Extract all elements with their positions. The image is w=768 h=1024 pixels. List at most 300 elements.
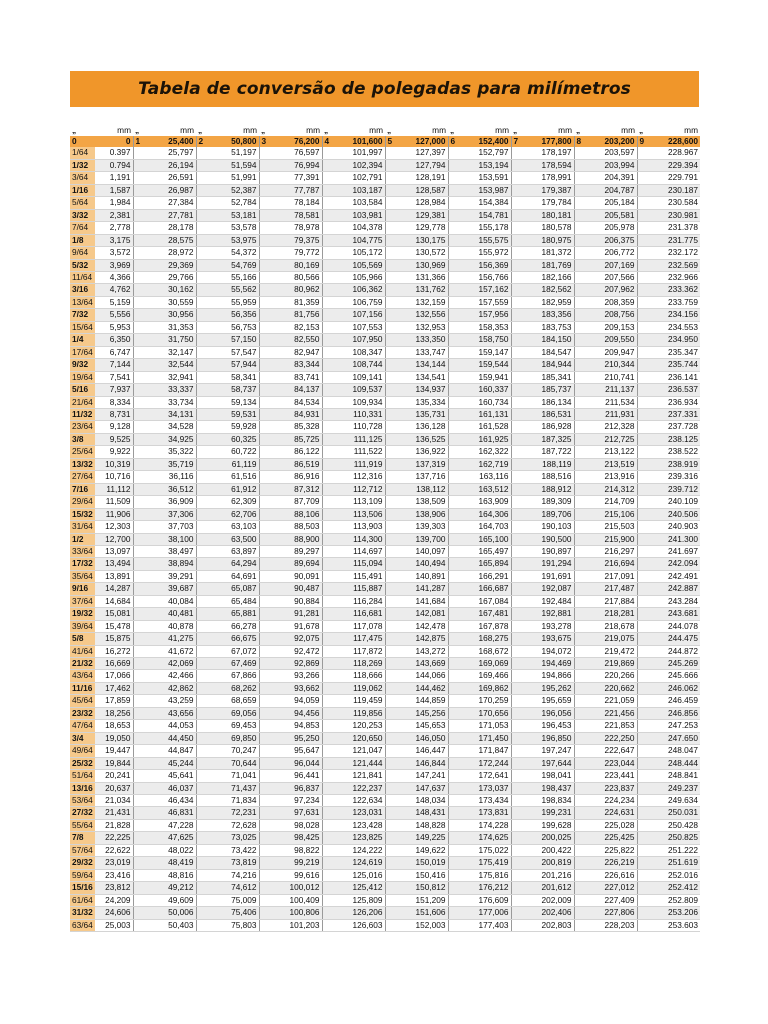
mm-value-cell: 97,234 <box>284 795 322 807</box>
spacer-cell <box>574 396 599 408</box>
spacer-cell <box>637 321 662 333</box>
mm-value-cell: 186,134 <box>536 396 574 408</box>
spacer-cell <box>637 545 662 557</box>
spacer-cell <box>448 421 473 433</box>
spacer-cell <box>259 919 284 931</box>
mm-value-cell: 227,806 <box>599 907 637 919</box>
spacer-cell <box>448 321 473 333</box>
spacer-cell <box>637 296 662 308</box>
mm-value-cell: 5,953 <box>95 321 133 333</box>
mm-value-cell: 90,884 <box>284 595 322 607</box>
mm-value-cell: 38,497 <box>158 545 196 557</box>
spacer-cell <box>196 633 221 645</box>
spacer-cell <box>196 446 221 458</box>
mm-value-cell: 229.791 <box>662 172 700 184</box>
mm-value-cell: 68,262 <box>221 682 259 694</box>
mm-value-cell: 150,019 <box>410 857 448 869</box>
mm-value-cell: 171,847 <box>473 745 511 757</box>
spacer-cell <box>511 508 536 520</box>
spacer-cell <box>133 371 158 383</box>
spacer-cell <box>259 732 284 744</box>
mm-value-cell: 138,509 <box>410 496 448 508</box>
spacer-cell <box>511 346 536 358</box>
table-row <box>70 707 700 719</box>
spacer-cell <box>385 720 410 732</box>
spacer-cell <box>259 496 284 508</box>
fraction-label: 3/16 <box>70 284 95 296</box>
mm-value-cell: 171,053 <box>473 720 511 732</box>
mm-value-cell: 215,106 <box>599 508 637 520</box>
spacer-cell <box>574 819 599 831</box>
spacer-cell <box>259 707 284 719</box>
fraction-label: 25/32 <box>70 757 95 769</box>
mm-value-cell: 232.966 <box>662 271 700 283</box>
spacer-cell <box>196 745 221 757</box>
spacer-cell <box>322 533 347 545</box>
mm-value-cell: 12,303 <box>95 521 133 533</box>
mm-value-cell: 5,159 <box>95 296 133 308</box>
mm-value-cell: 16,272 <box>95 645 133 657</box>
spacer-cell <box>322 159 347 171</box>
mm-value-cell: 2,381 <box>95 209 133 221</box>
spacer-cell <box>448 819 473 831</box>
spacer-cell <box>196 807 221 819</box>
mm-value-cell: 125,412 <box>347 882 385 894</box>
spacer-cell <box>196 172 221 184</box>
spacer-cell <box>322 907 347 919</box>
mm-value-cell: 139,303 <box>410 521 448 533</box>
integer-inch-cell: 6 <box>448 136 473 147</box>
mm-value-cell: 163,909 <box>473 496 511 508</box>
spacer-cell <box>385 234 410 246</box>
spacer-cell <box>637 869 662 881</box>
mm-value-cell: 138,906 <box>410 508 448 520</box>
fraction-label: 9/32 <box>70 359 95 371</box>
spacer-cell <box>385 533 410 545</box>
mm-value-cell: 28,575 <box>158 234 196 246</box>
spacer-cell <box>448 284 473 296</box>
spacer-cell <box>448 433 473 445</box>
fraction-label: 21/64 <box>70 396 95 408</box>
spacer-cell <box>574 645 599 657</box>
spacer-cell <box>259 359 284 371</box>
mm-value-cell: 253.603 <box>662 919 700 931</box>
spacer-cell <box>574 882 599 894</box>
header-inch-symbol: „ <box>576 125 581 135</box>
fraction-label: 7/8 <box>70 832 95 844</box>
spacer-cell <box>574 271 599 283</box>
mm-value-cell: 79,772 <box>284 247 322 259</box>
mm-value-cell: 229.394 <box>662 159 700 171</box>
mm-value-cell: 3,572 <box>95 247 133 259</box>
mm-value-cell: 9,128 <box>95 421 133 433</box>
mm-value-cell: 120,650 <box>347 732 385 744</box>
mm-value-cell: 240.506 <box>662 508 700 520</box>
mm-value-cell: 119,062 <box>347 682 385 694</box>
spacer-cell <box>385 284 410 296</box>
mm-value-cell: 242.491 <box>662 570 700 582</box>
spacer-cell <box>322 832 347 844</box>
mm-value-cell: 211,534 <box>599 396 637 408</box>
mm-value-cell: 20,241 <box>95 770 133 782</box>
mm-value-cell: 165,100 <box>473 533 511 545</box>
mm-value-cell: 149,622 <box>410 844 448 856</box>
spacer-cell <box>574 545 599 557</box>
mm-value-cell: 230.187 <box>662 184 700 196</box>
spacer-cell <box>133 508 158 520</box>
mm-value-cell: 199,231 <box>536 807 574 819</box>
mm-value-cell: 148,431 <box>410 807 448 819</box>
mm-value-cell: 198,834 <box>536 795 574 807</box>
spacer-cell <box>322 521 347 533</box>
mm-value-cell: 101,997 <box>347 147 385 159</box>
mm-value-cell: 28,972 <box>158 247 196 259</box>
table-row <box>70 533 700 545</box>
mm-value-cell: 57,150 <box>221 334 259 346</box>
mm-value-cell: 71,834 <box>221 795 259 807</box>
mm-value-cell: 188,912 <box>536 483 574 495</box>
spacer-cell <box>133 869 158 881</box>
spacer-cell <box>196 396 221 408</box>
mm-value-cell: 109,537 <box>347 384 385 396</box>
mm-value-cell: 17,066 <box>95 670 133 682</box>
spacer-cell <box>448 832 473 844</box>
spacer-cell <box>196 757 221 769</box>
mm-value-cell: 197,644 <box>536 757 574 769</box>
integer-inch-cell: 2 <box>196 136 221 147</box>
mm-value-cell: 63,500 <box>221 533 259 545</box>
mm-value-cell: 45,641 <box>158 770 196 782</box>
spacer-cell <box>322 583 347 595</box>
mm-value-cell: 193,278 <box>536 620 574 632</box>
mm-value-cell: 36,909 <box>158 496 196 508</box>
mm-value-cell: 167,878 <box>473 620 511 632</box>
spacer-cell <box>385 521 410 533</box>
mm-value-cell: 130,175 <box>410 234 448 246</box>
mm-value-cell: 230.981 <box>662 209 700 221</box>
mm-value-cell: 234.553 <box>662 321 700 333</box>
spacer-cell <box>637 334 662 346</box>
mm-value-cell: 238.125 <box>662 433 700 445</box>
fraction-label: 19/64 <box>70 371 95 383</box>
mm-value-cell: 8,731 <box>95 408 133 420</box>
spacer-cell <box>574 521 599 533</box>
spacer-cell <box>196 184 221 196</box>
mm-value-cell: 51,594 <box>221 159 259 171</box>
mm-value-cell: 87,312 <box>284 483 322 495</box>
table-row <box>70 907 700 919</box>
mm-value-cell: 136,922 <box>410 446 448 458</box>
mm-value-cell: 163,116 <box>473 471 511 483</box>
spacer-cell <box>133 558 158 570</box>
mm-value-cell: 144,462 <box>410 682 448 694</box>
mm-value-cell: 130,572 <box>410 247 448 259</box>
fraction-label: 7/16 <box>70 483 95 495</box>
spacer-cell <box>259 172 284 184</box>
mm-value-cell: 85,328 <box>284 421 322 433</box>
mm-value-cell: 192,881 <box>536 608 574 620</box>
mm-value-cell: 13,097 <box>95 545 133 557</box>
mm-value-cell: 141,287 <box>410 583 448 595</box>
mm-value-cell: 44,450 <box>158 732 196 744</box>
spacer-cell <box>259 720 284 732</box>
spacer-cell <box>322 670 347 682</box>
mm-value-cell: 125,809 <box>347 894 385 906</box>
mm-value-cell: 26,987 <box>158 184 196 196</box>
mm-value-cell: 39,291 <box>158 570 196 582</box>
mm-value-cell: 172,641 <box>473 770 511 782</box>
spacer-cell <box>637 620 662 632</box>
spacer-cell <box>511 521 536 533</box>
mm-value-cell: 250.428 <box>662 819 700 831</box>
spacer-cell <box>511 259 536 271</box>
mm-value-cell: 249.634 <box>662 795 700 807</box>
spacer-cell <box>574 695 599 707</box>
mm-value-cell: 6,747 <box>95 346 133 358</box>
spacer-cell <box>133 795 158 807</box>
mm-value-cell: 14,287 <box>95 583 133 595</box>
spacer-cell <box>511 334 536 346</box>
mm-value-cell: 75,406 <box>221 907 259 919</box>
mm-value-cell: 80,566 <box>284 271 322 283</box>
spacer-cell <box>574 321 599 333</box>
mm-value-cell: 202,009 <box>536 894 574 906</box>
spacer-cell <box>574 720 599 732</box>
spacer-cell <box>385 894 410 906</box>
spacer-cell <box>448 658 473 670</box>
mm-value-cell: 225,822 <box>599 844 637 856</box>
mm-value-cell: 144,066 <box>410 670 448 682</box>
mm-value-cell: 109,141 <box>347 371 385 383</box>
spacer-cell <box>385 496 410 508</box>
mm-value-cell: 127,397 <box>410 147 448 159</box>
spacer-cell <box>196 832 221 844</box>
mm-value-cell: 60,722 <box>221 446 259 458</box>
spacer-cell <box>385 608 410 620</box>
mm-value-cell: 107,553 <box>347 321 385 333</box>
mm-value-cell: 86,122 <box>284 446 322 458</box>
spacer-cell <box>511 433 536 445</box>
mm-value-cell: 213,122 <box>599 446 637 458</box>
spacer-cell <box>385 446 410 458</box>
mm-value-cell: 111,125 <box>347 433 385 445</box>
fraction-label: 1/4 <box>70 334 95 346</box>
spacer-cell <box>259 745 284 757</box>
spacer-cell <box>385 844 410 856</box>
spacer-cell <box>637 907 662 919</box>
mm-value-cell: 205,184 <box>599 197 637 209</box>
mm-value-cell: 132,556 <box>410 309 448 321</box>
mm-value-cell: 49,212 <box>158 882 196 894</box>
spacer-cell <box>574 707 599 719</box>
header-mm-label: mm <box>684 125 698 135</box>
mm-value-cell: 44,053 <box>158 720 196 732</box>
spacer-cell <box>511 907 536 919</box>
spacer-cell <box>322 309 347 321</box>
table-row <box>70 645 700 657</box>
mm-value-cell: 108,347 <box>347 346 385 358</box>
spacer-cell <box>637 446 662 458</box>
spacer-cell <box>637 844 662 856</box>
mm-value-cell: 47,228 <box>158 819 196 831</box>
spacer-cell <box>637 857 662 869</box>
spacer-cell <box>322 296 347 308</box>
spacer-cell <box>133 197 158 209</box>
mm-value-cell: 11,112 <box>95 483 133 495</box>
spacer-cell <box>133 334 158 346</box>
spacer-cell <box>133 209 158 221</box>
spacer-cell <box>322 745 347 757</box>
mm-value-cell: 134,541 <box>410 371 448 383</box>
spacer-cell <box>196 296 221 308</box>
spacer-cell <box>511 284 536 296</box>
mm-value-cell: 83,344 <box>284 359 322 371</box>
table-row <box>70 745 700 757</box>
spacer-cell <box>133 446 158 458</box>
header-inch-symbol: „ <box>450 125 455 135</box>
mm-value-cell: 6,350 <box>95 334 133 346</box>
spacer-cell <box>637 359 662 371</box>
mm-value-cell: 127,794 <box>410 159 448 171</box>
mm-value-cell: 65,087 <box>221 583 259 595</box>
spacer-cell <box>574 209 599 221</box>
mm-value-cell: 216,694 <box>599 558 637 570</box>
spacer-cell <box>637 371 662 383</box>
mm-value-cell: 150,416 <box>410 869 448 881</box>
mm-value-cell: 78,184 <box>284 197 322 209</box>
mm-value-cell: 10,319 <box>95 458 133 470</box>
mm-value-cell: 73,819 <box>221 857 259 869</box>
spacer-cell <box>196 844 221 856</box>
mm-value-cell: 69,453 <box>221 720 259 732</box>
spacer-cell <box>511 658 536 670</box>
mm-value-cell: 102,791 <box>347 172 385 184</box>
fraction-label: 17/32 <box>70 558 95 570</box>
spacer-cell <box>385 172 410 184</box>
mm-value-cell: 78,978 <box>284 222 322 234</box>
header-inch-symbol: „ <box>639 125 644 135</box>
spacer-cell <box>322 209 347 221</box>
spacer-cell <box>448 197 473 209</box>
mm-value-cell: 48,419 <box>158 857 196 869</box>
table-row <box>70 384 700 396</box>
mm-value-cell: 77,787 <box>284 184 322 196</box>
spacer-cell <box>322 271 347 283</box>
mm-value-cell: 115,094 <box>347 558 385 570</box>
mm-value-cell: 133,747 <box>410 346 448 358</box>
mm-value-cell: 182,166 <box>536 271 574 283</box>
mm-value-cell: 119,856 <box>347 707 385 719</box>
mm-value-cell: 56,753 <box>221 321 259 333</box>
spacer-cell <box>196 620 221 632</box>
mm-value-cell: 20,637 <box>95 782 133 794</box>
mm-value-cell: 140,097 <box>410 545 448 557</box>
mm-value-cell: 180,578 <box>536 222 574 234</box>
spacer-cell <box>574 658 599 670</box>
mm-value-cell: 99,616 <box>284 869 322 881</box>
mm-value-cell: 84,931 <box>284 408 322 420</box>
spacer-cell <box>511 732 536 744</box>
table-row <box>70 595 700 607</box>
mm-value-cell: 164,703 <box>473 521 511 533</box>
spacer-cell <box>448 707 473 719</box>
spacer-cell <box>448 458 473 470</box>
mm-value-cell: 190,500 <box>536 533 574 545</box>
integer-mm-cell: 228,600 <box>662 136 700 147</box>
spacer-cell <box>385 782 410 794</box>
mm-value-cell: 177,006 <box>473 907 511 919</box>
mm-value-cell: 149,225 <box>410 832 448 844</box>
mm-value-cell: 220,662 <box>599 682 637 694</box>
table-row <box>70 334 700 346</box>
mm-value-cell: 67,469 <box>221 658 259 670</box>
mm-value-cell: 228.967 <box>662 147 700 159</box>
spacer-cell <box>574 259 599 271</box>
spacer-cell <box>322 894 347 906</box>
spacer-cell <box>133 271 158 283</box>
mm-value-cell: 208,756 <box>599 309 637 321</box>
spacer-cell <box>322 707 347 719</box>
mm-value-cell: 241.697 <box>662 545 700 557</box>
mm-value-cell: 245.666 <box>662 670 700 682</box>
fraction-label: 15/32 <box>70 508 95 520</box>
mm-value-cell: 78,581 <box>284 209 322 221</box>
mm-value-cell: 176,609 <box>473 894 511 906</box>
mm-value-cell: 111,919 <box>347 458 385 470</box>
fraction-label: 3/64 <box>70 172 95 184</box>
table-row <box>70 396 700 408</box>
mm-value-cell: 110,331 <box>347 408 385 420</box>
spacer-cell <box>637 421 662 433</box>
mm-value-cell: 86,916 <box>284 471 322 483</box>
spacer-cell <box>511 147 536 159</box>
spacer-cell <box>511 894 536 906</box>
mm-value-cell: 22,225 <box>95 832 133 844</box>
integer-mm-cell: 0 <box>95 136 133 147</box>
mm-value-cell: 191,294 <box>536 558 574 570</box>
spacer-cell <box>259 433 284 445</box>
spacer-cell <box>259 259 284 271</box>
mm-value-cell: 42,069 <box>158 658 196 670</box>
spacer-cell <box>637 521 662 533</box>
fraction-label: 61/64 <box>70 894 95 906</box>
mm-value-cell: 148,034 <box>410 795 448 807</box>
mm-value-cell: 185,737 <box>536 384 574 396</box>
spacer-cell <box>385 408 410 420</box>
mm-value-cell: 208,359 <box>599 296 637 308</box>
mm-value-cell: 61,912 <box>221 483 259 495</box>
mm-value-cell: 205,581 <box>599 209 637 221</box>
mm-value-cell: 65,484 <box>221 595 259 607</box>
table-row <box>70 234 700 246</box>
mm-value-cell: 142,478 <box>410 620 448 632</box>
spacer-cell <box>574 284 599 296</box>
table-row <box>70 695 700 707</box>
mm-value-cell: 67,866 <box>221 670 259 682</box>
fraction-label: 29/32 <box>70 857 95 869</box>
mm-value-cell: 67,072 <box>221 645 259 657</box>
fraction-label: 11/16 <box>70 682 95 694</box>
spacer-cell <box>385 670 410 682</box>
mm-value-cell: 114,300 <box>347 533 385 545</box>
spacer-cell <box>385 458 410 470</box>
spacer-cell <box>259 458 284 470</box>
spacer-cell <box>259 882 284 894</box>
mm-value-cell: 207,169 <box>599 259 637 271</box>
spacer-cell <box>259 832 284 844</box>
mm-value-cell: 88,503 <box>284 521 322 533</box>
mm-value-cell: 200,819 <box>536 857 574 869</box>
